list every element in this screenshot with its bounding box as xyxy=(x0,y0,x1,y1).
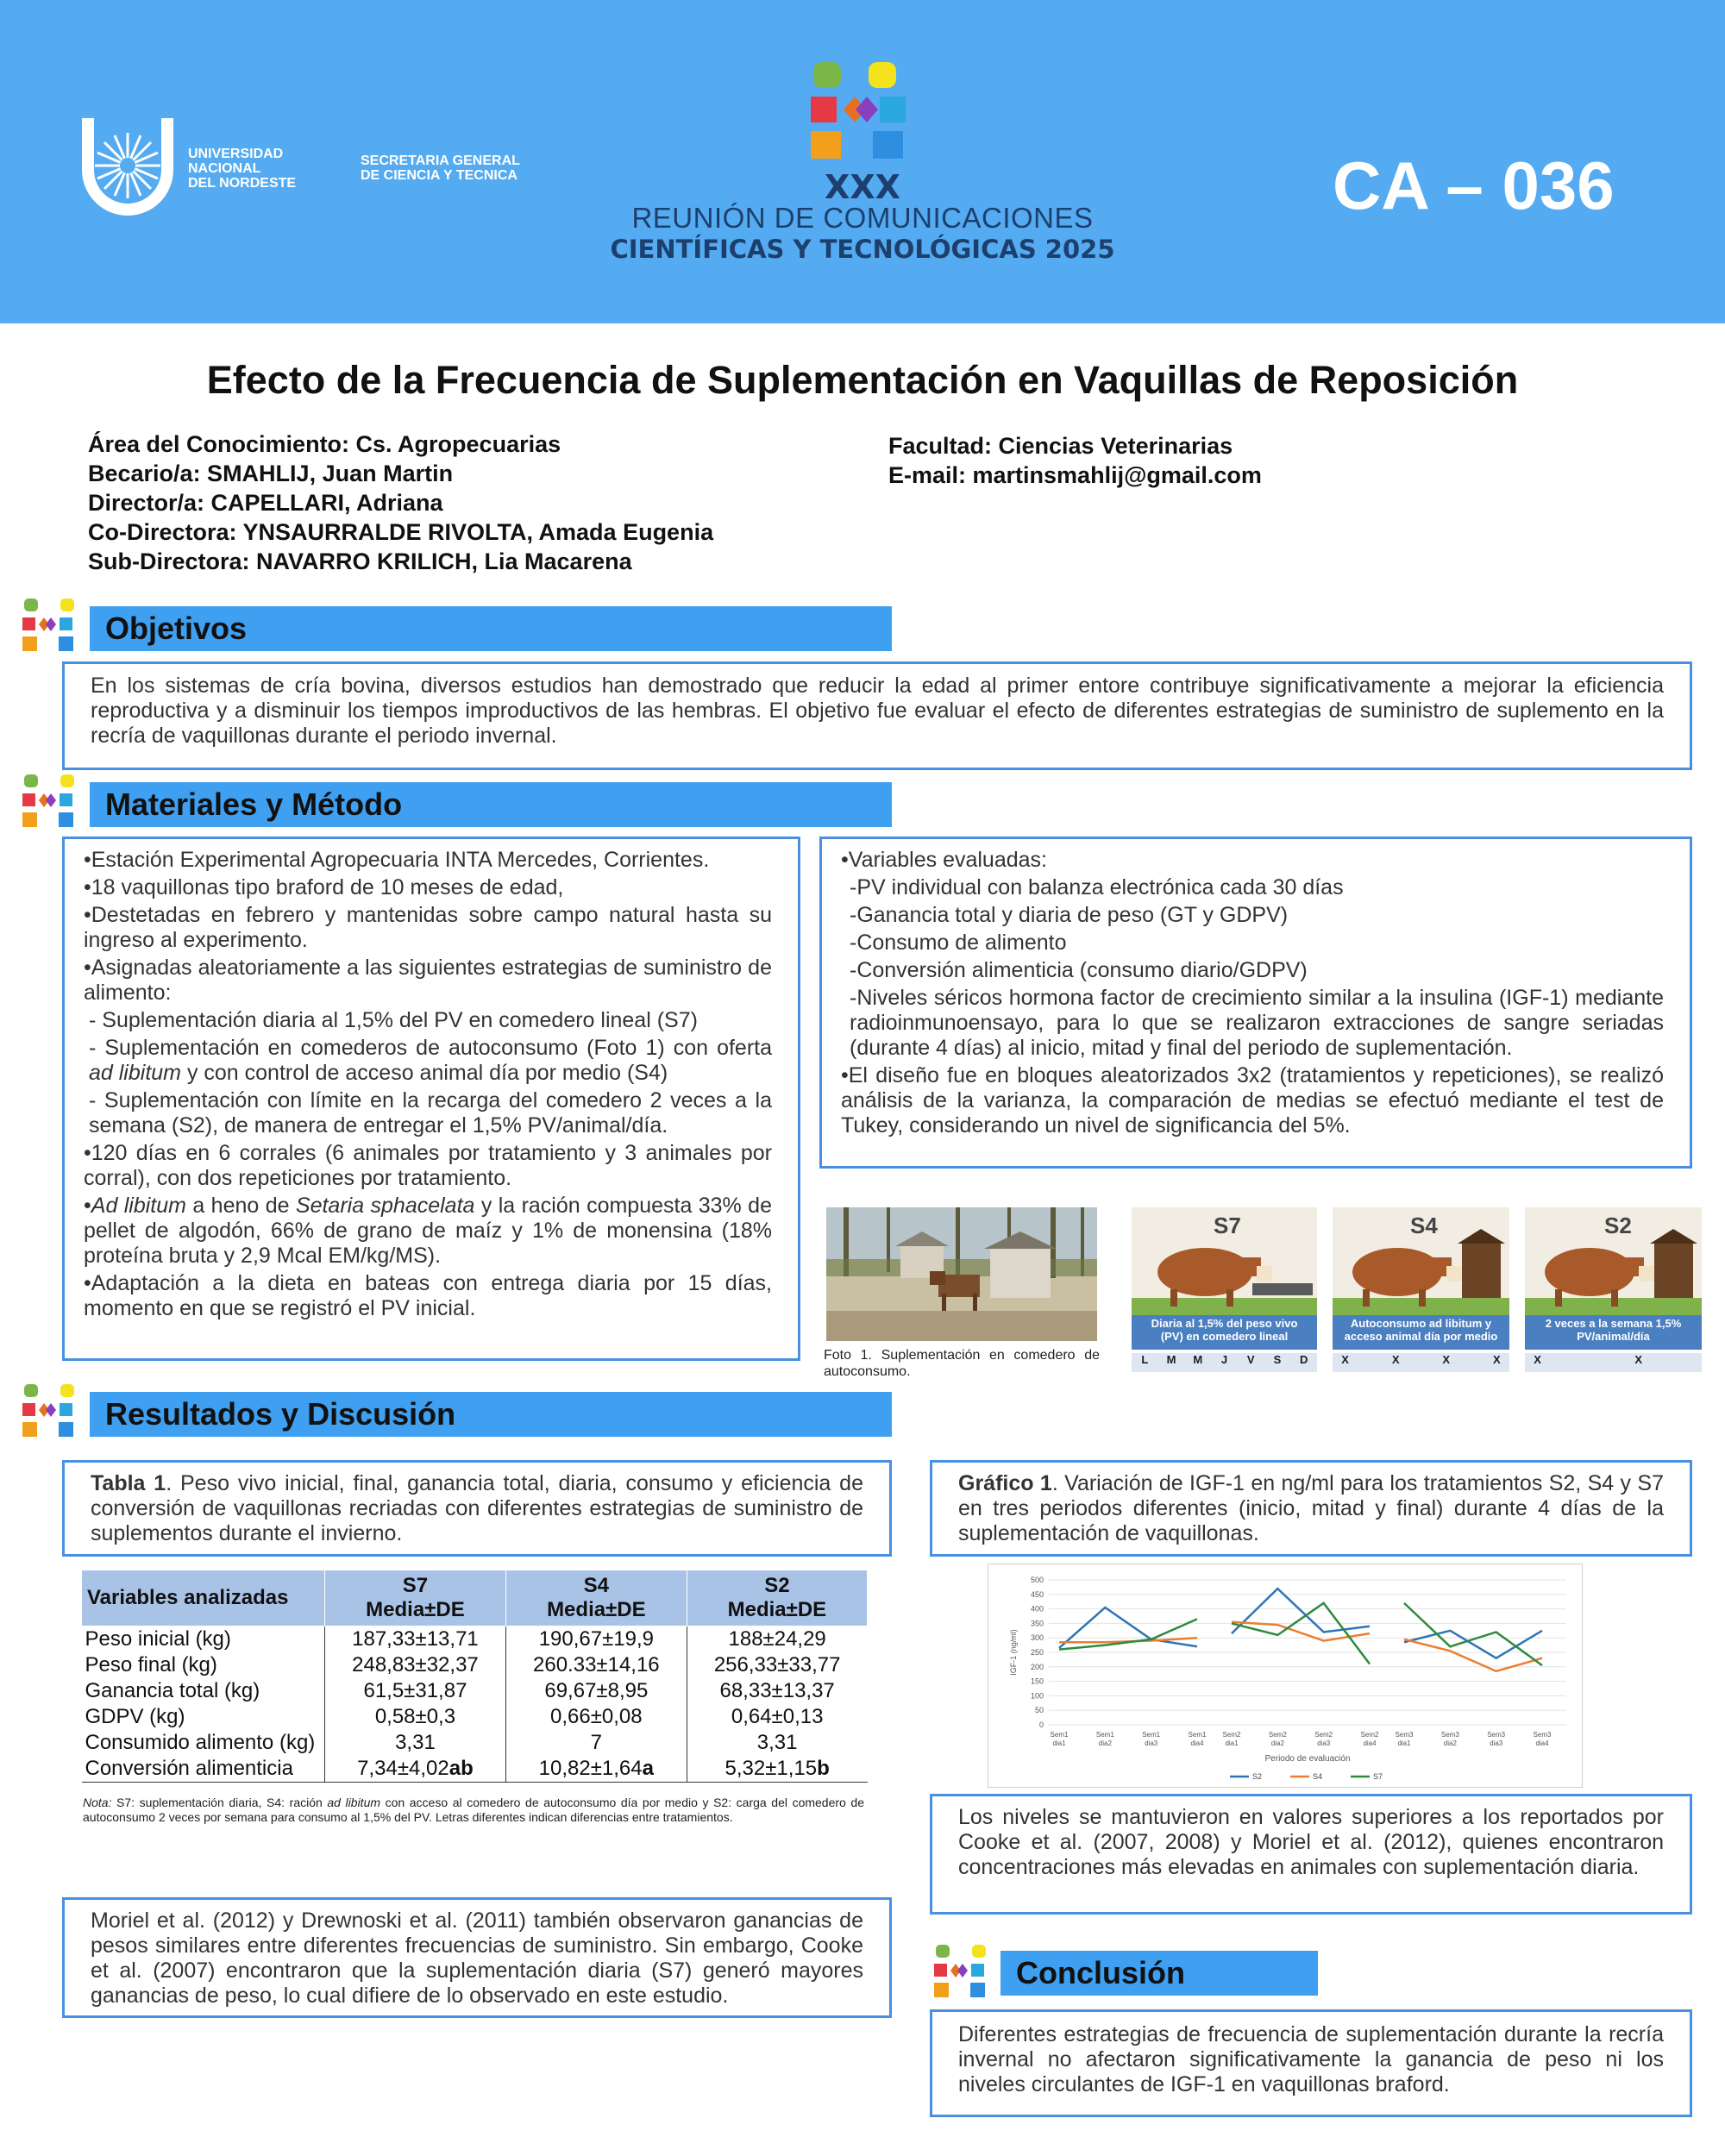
schedule-day: J xyxy=(1220,1353,1228,1366)
row-label: Conversión alimenticia xyxy=(82,1756,325,1783)
significance-letter: ab xyxy=(448,1757,474,1780)
subdirectora: Sub-Directora: NAVARRO KRILICH, Lia Macarena xyxy=(88,548,632,574)
column-header xyxy=(687,1570,867,1626)
card-schedule xyxy=(1132,1353,1317,1372)
secretaria-line: DE CIENCIA Y TECNICA xyxy=(361,168,518,183)
row-label: Consumido alimento (kg) xyxy=(82,1730,325,1756)
table-row xyxy=(82,1626,868,1653)
x-tick-label: dia1 xyxy=(1225,1739,1239,1747)
text-italic: Setaria sphacelata xyxy=(295,1194,475,1218)
igf1-line-chart xyxy=(988,1564,1583,1788)
x-tick-label: Sem3 xyxy=(1440,1731,1459,1739)
x-tick-label: dia3 xyxy=(1490,1739,1503,1747)
text-span: con acceso al comedero de autoconsumo día por medio y S2: carga del comedero de autoconsumo 2 veces por semana para consumo al 1,5% del PV. Letras diferentes indican diferencias entre tratamientos. xyxy=(83,1796,864,1824)
y-tick-label: 200 xyxy=(1030,1662,1044,1671)
table-cell: 7 xyxy=(505,1730,687,1756)
grafico-caption xyxy=(958,1471,1664,1546)
grafico-caption-text: . Variación de IGF-1 en ng/ml para los tratamientos S2, S4 y S7 en tres periodos diferentes (inicio, mitad y final) durante 4 días de la suplementación de vaquillonas. xyxy=(958,1471,1665,1545)
photo-caption: Foto 1. Suplementación en comedero de autoconsumo. xyxy=(824,1348,1100,1379)
table-cell: 0,64±0,13 xyxy=(731,1705,824,1728)
schedule-day xyxy=(1651,1353,1676,1372)
codirectora: Co-Directora: YNSAURRALDE RIVOLTA, Amada Eugenia xyxy=(88,519,714,545)
table-cell xyxy=(505,1756,687,1783)
x-tick-label: Sem2 xyxy=(1268,1731,1287,1739)
objetivos-header xyxy=(90,606,892,651)
y-tick-label: 150 xyxy=(1030,1677,1044,1686)
card-schedule xyxy=(1333,1353,1509,1372)
tabla-caption xyxy=(91,1471,863,1546)
table-cell: 260.33±14,16 xyxy=(505,1652,687,1678)
metodo-item: •Estación Experimental Agropecuaria INTA Mercedes, Corrientes. xyxy=(84,848,710,872)
column-header xyxy=(325,1570,506,1626)
niveles-box xyxy=(930,1794,1692,1915)
affiliation-block xyxy=(888,431,1492,490)
x-tick-label: Sem3 xyxy=(1533,1731,1552,1739)
legend-label: S4 xyxy=(1313,1772,1323,1781)
x-tick-label: dia4 xyxy=(1190,1739,1204,1747)
variable-item: -Conversión alimenticia (consumo diario/GDPV) xyxy=(850,958,1308,982)
table-cell: 248,83±32,37 xyxy=(325,1652,506,1678)
metodo-subitem: - Suplementación con límite en la recarga del comedero 2 veces a la semana (S2), de manera de entregar el 1,5% PV/animal/día. xyxy=(89,1088,772,1138)
university-line: NACIONAL xyxy=(188,161,261,176)
materiales-heading: Materiales y Método xyxy=(105,787,403,822)
table-row xyxy=(82,1730,868,1756)
row-label: Peso inicial (kg) xyxy=(82,1626,325,1653)
metodo-item: •18 vaquillonas tipo braford de 10 meses de edad, xyxy=(84,875,564,899)
table-row xyxy=(82,1678,868,1704)
table-cell: 61,5±31,87 xyxy=(325,1678,506,1704)
event-title-line1: REUNIÓN DE COMUNICACIONES xyxy=(631,202,1094,234)
variable-item: -PV individual con balanza electrónica cada 30 días xyxy=(850,875,1344,899)
column-header: Variables analizadas xyxy=(82,1570,325,1626)
x-tick-label: Sem1 xyxy=(1142,1731,1161,1739)
objetivos-heading: Objetivos xyxy=(105,611,248,646)
section-logo-icon xyxy=(22,774,76,828)
text-italic: Ad libitum xyxy=(91,1194,186,1218)
significance-letter: a xyxy=(642,1757,654,1780)
schedule-day xyxy=(1358,1353,1383,1372)
resultados-heading: Resultados y Discusión xyxy=(105,1396,456,1432)
x-tick-label: dia4 xyxy=(1363,1739,1377,1747)
legend-label: S2 xyxy=(1252,1772,1263,1781)
y-tick-label: 250 xyxy=(1030,1648,1044,1657)
text-span: - Suplementación en comederos de autoconsumo (Foto 1) con oferta xyxy=(89,1036,772,1060)
schedule-day: V xyxy=(1246,1353,1255,1366)
x-tick-label: Sem1 xyxy=(1050,1731,1069,1739)
column-subtitle: Media±DE xyxy=(727,1598,827,1621)
becario: Becario/a: SMAHLIJ, Juan Martin xyxy=(88,461,454,486)
table-cell: 3,31 xyxy=(756,1731,798,1754)
card-description xyxy=(1333,1315,1509,1350)
schedule-day: X xyxy=(1341,1353,1349,1366)
schedule-day xyxy=(1408,1353,1433,1372)
event-number: XXX xyxy=(825,168,900,206)
table-cell: 0,66±0,08 xyxy=(505,1704,687,1730)
schedule-day: X xyxy=(1442,1353,1451,1366)
x-axis-label: Periodo de evaluación xyxy=(1264,1754,1351,1764)
card-desc-line: PV/animal/día xyxy=(1577,1330,1650,1343)
grafico-caption-box xyxy=(930,1460,1692,1557)
column-title: S7 xyxy=(402,1574,429,1597)
text-span: a heno de xyxy=(185,1194,296,1218)
poster-title: Efecto de la Frecuencia de Suplementación en Vaquillas de Reposición xyxy=(206,358,1519,402)
note-label: Nota: xyxy=(83,1796,112,1809)
tabla-caption-text: . Peso vivo inicial, final, ganancia total, diaria, consumo y eficiencia de conversión de vaquillonas recriadas con diferentes estrategias de suministro de suplementos durante el invierno. xyxy=(91,1471,863,1545)
variable-item: •Variables evaluadas: xyxy=(841,848,1047,872)
metodo-subitem: - Suplementación diaria al 1,5% del PV en comedero lineal (S7) xyxy=(89,1008,698,1032)
column-subtitle: Media±DE xyxy=(547,1598,646,1621)
text-span: • xyxy=(84,1194,91,1218)
table-row xyxy=(82,1704,868,1730)
card-desc-line: Diaria al 1,5% del peso vivo xyxy=(1151,1317,1298,1330)
tabla-caption-label: Tabla 1 xyxy=(91,1471,166,1495)
text-span: y con control de acceso animal día por medio (S4) xyxy=(181,1061,668,1085)
table-cell: 69,67±8,95 xyxy=(505,1678,687,1704)
x-tick-label: Sem2 xyxy=(1314,1731,1333,1739)
card-label: S4 xyxy=(1410,1213,1438,1238)
column-header xyxy=(505,1570,687,1626)
discusion-text: Moriel et al. (2012) y Drewnoski et al. (2011) también observaron ganancias de pesos similares entre diferentes frecuencias de suministro. Sin embargo, Cooke et al. (2007) encontraron que la suplementación diaria (S7) generó mayores ganancias de peso, lo cual difiere de lo observado en este estudio. xyxy=(91,1908,863,2008)
row-label: Ganancia total (kg) xyxy=(82,1678,325,1704)
schedule-day: X xyxy=(1534,1353,1541,1366)
card-desc-line: Autoconsumo ad libitum y xyxy=(1350,1317,1492,1330)
schedule-day xyxy=(1458,1353,1484,1372)
secretaria-name xyxy=(361,154,520,183)
unne-logo xyxy=(79,114,176,226)
x-tick-label: Sem3 xyxy=(1487,1731,1506,1739)
results-table xyxy=(81,1570,868,1783)
objetivos-text: En los sistemas de cría bovina, diversos estudios han demostrado que reducir la edad al primer entore contribuye significativamente a mejorar la eficiencia reproductiva y a disminuir los tiempos improductivos de las hembras. El objetivo fue evaluar el efecto de diferentes estrategias de suministro de suplemento en la recría de vaquillonas durante el periodo invernal. xyxy=(91,674,1664,748)
area-conocimiento: Área del Conocimiento: Cs. Agropecuarias xyxy=(88,431,561,457)
schedule-day: D xyxy=(1299,1353,1308,1366)
metodo-item: •120 días en 6 corrales (6 animales por tratamiento y 3 animales por corral), con dos repeticiones por tratamiento. xyxy=(84,1141,772,1190)
metodo-item: •Destetadas en febrero y mantenidas sobre campo natural hasta su ingreso al experimento. xyxy=(84,903,772,952)
table-cell xyxy=(325,1756,506,1783)
metodo-item xyxy=(84,1194,772,1269)
x-tick-label: dia3 xyxy=(1317,1739,1331,1747)
conclusion-heading: Conclusión xyxy=(1016,1955,1185,1990)
metodo-subitem xyxy=(84,1036,772,1086)
metodo-item: •Asignadas aleatoriamente a las siguientes estrategias de suministro de alimento: xyxy=(84,956,772,1005)
grafico-caption-label: Gráfico 1 xyxy=(958,1471,1052,1495)
event-title-line2: CIENTÍFICAS Y TECNOLÓGICAS 2025 xyxy=(610,235,1115,264)
conclusion-header xyxy=(1000,1951,1318,1996)
table-row xyxy=(82,1756,868,1783)
university-line: DEL NORDESTE xyxy=(188,176,297,191)
cell-value: 5,32±1,15 xyxy=(724,1757,818,1780)
card-label: S2 xyxy=(1604,1213,1632,1238)
schedule-day: X xyxy=(1391,1353,1400,1366)
materiales-header xyxy=(90,782,892,827)
cell-value: 10,82±1,64 xyxy=(538,1757,643,1780)
significance-letter: b xyxy=(817,1757,830,1780)
y-axis-label: IGF-1 (ng/ml) xyxy=(1009,1629,1018,1676)
y-tick-label: 500 xyxy=(1030,1576,1044,1584)
facultad: Facultad: Ciencias Veterinarias xyxy=(888,433,1233,459)
table-cell: 187,33±13,71 xyxy=(325,1626,506,1653)
y-tick-label: 400 xyxy=(1030,1604,1044,1614)
table-row xyxy=(82,1652,868,1678)
card-desc-line: (PV) en comedero lineal xyxy=(1160,1330,1289,1343)
schedule-day xyxy=(1677,1353,1702,1372)
university-line: UNIVERSIDAD xyxy=(188,147,284,161)
treatment-card-s2 xyxy=(1525,1207,1702,1378)
table-cell: 0,58±0,3 xyxy=(325,1704,506,1730)
tabla-caption-box xyxy=(62,1460,892,1557)
discusion-box xyxy=(62,1897,892,2018)
x-tick-label: dia4 xyxy=(1535,1739,1549,1747)
schedule-day: M xyxy=(1166,1353,1176,1366)
y-tick-label: 50 xyxy=(1034,1706,1044,1715)
table-header-row xyxy=(82,1570,868,1626)
author-block xyxy=(88,429,864,576)
x-tick-label: dia2 xyxy=(1270,1739,1284,1747)
materiales-right-box xyxy=(819,837,1692,1169)
text-span: S7: suplementación diaria, S4: ración xyxy=(111,1796,328,1809)
x-tick-label: Sem3 xyxy=(1395,1731,1414,1739)
schedule-day: L xyxy=(1141,1353,1149,1366)
card-description xyxy=(1525,1315,1702,1350)
legend-label: S7 xyxy=(1373,1772,1383,1781)
schedule-day: M xyxy=(1193,1353,1203,1366)
conclusion-box xyxy=(930,2009,1692,2117)
text-italic: ad libitum xyxy=(327,1796,381,1809)
director: Director/a: CAPELLARI, Adriana xyxy=(88,490,443,516)
schedule-day: S xyxy=(1273,1353,1282,1366)
treatment-card-s7 xyxy=(1132,1207,1317,1378)
y-tick-label: 350 xyxy=(1030,1619,1044,1628)
text-italic: ad libitum xyxy=(89,1061,181,1085)
series-line-s2 xyxy=(1232,1589,1370,1633)
y-tick-label: 0 xyxy=(1038,1720,1044,1729)
schedule-day: X xyxy=(1492,1353,1501,1366)
text-span: y la ración compuesta 33% de pellet de algodón, 66% de grano de maíz y 1% de monensina (18% proteína bruta y 2,9 Mcal EM/kg/MS). xyxy=(84,1194,772,1268)
x-tick-label: dia3 xyxy=(1145,1739,1158,1747)
variable-item: -Ganancia total y diaria de peso (GT y GDPV) xyxy=(850,903,1289,927)
table-note xyxy=(83,1796,864,1825)
event-logo-icon xyxy=(811,62,914,161)
niveles-text: Los niveles se mantuvieron en valores superiores a los reportados por Cooke et al. (2007, 2008) y Moriel et al. (2012), quienes encontraron concentraciones más elevadas en animales con suplementación diaria. xyxy=(958,1805,1664,1879)
card-desc-line: 2 veces a la semana 1,5% xyxy=(1545,1317,1682,1330)
resultados-header xyxy=(90,1392,892,1437)
card-description xyxy=(1132,1315,1317,1350)
treatment-card-s4 xyxy=(1333,1207,1509,1378)
email[interactable]: E-mail: martinsmahlij@gmail.com xyxy=(888,462,1262,488)
objetivos-box xyxy=(62,661,1692,770)
schedule-day xyxy=(1576,1353,1601,1372)
y-tick-label: 450 xyxy=(1030,1589,1044,1599)
conclusion-text: Diferentes estrategias de frecuencia de suplementación durante la recría invernal no afectaron significativamente la ganancia de peso ni los niveles circulantes de IGF-1 en vaquillonas braford. xyxy=(958,2022,1664,2096)
poster-code: CA – 036 xyxy=(1333,147,1615,223)
card-desc-line: acceso animal día por medio xyxy=(1344,1330,1498,1343)
variable-item: -Niveles séricos hormona factor de crecimiento similar a la insulina (IGF-1) mediante radioinmunoensayo, para lo que se realizaron extracciones de sangre seriadas (durante 4 días) al inicio, mitad y final del periodo de suplementación. xyxy=(850,986,1664,1060)
schedule-day xyxy=(1601,1353,1626,1372)
materiales-left-box xyxy=(62,837,800,1361)
x-tick-label: dia2 xyxy=(1443,1739,1457,1747)
section-logo-icon xyxy=(22,599,76,652)
table-cell: 188±24,29 xyxy=(728,1627,826,1651)
section-logo-icon xyxy=(22,1384,76,1438)
x-tick-label: dia2 xyxy=(1098,1739,1112,1747)
table-cell: 256,33±33,77 xyxy=(713,1653,841,1677)
x-tick-label: Sem2 xyxy=(1360,1731,1379,1739)
schedule-day: X xyxy=(1634,1353,1643,1366)
y-tick-label: 100 xyxy=(1030,1691,1044,1701)
table-cell: 68,33±13,37 xyxy=(719,1679,835,1702)
row-label: Peso final (kg) xyxy=(82,1652,325,1678)
card-schedule xyxy=(1525,1353,1702,1372)
cell-value: 7,34±4,02 xyxy=(357,1757,449,1780)
column-title: S2 xyxy=(764,1574,790,1597)
section-logo-icon xyxy=(934,1945,988,1998)
secretaria-line: SECRETARIA GENERAL xyxy=(361,154,520,168)
column-subtitle: Media±DE xyxy=(366,1598,465,1621)
table-cell: 190,67±19,9 xyxy=(505,1626,687,1653)
x-tick-label: dia1 xyxy=(1397,1739,1411,1747)
schedule-day xyxy=(1550,1353,1575,1372)
column-title: S4 xyxy=(583,1574,610,1597)
variable-item: •El diseño fue en bloques aleatorizados 3x2 (tratamientos y repeticiones), se realizó análisis de la varianza, la comparación de medias se efectuó mediante el test de Tukey, considerando un nivel de significancia del 5%. xyxy=(841,1063,1664,1138)
x-tick-label: Sem1 xyxy=(1095,1731,1114,1739)
row-label: GDPV (kg) xyxy=(82,1704,325,1730)
variable-item: -Consumo de alimento xyxy=(850,931,1067,955)
table-cell xyxy=(687,1756,867,1783)
y-tick-label: 300 xyxy=(1030,1633,1044,1643)
x-tick-label: Sem2 xyxy=(1222,1731,1241,1739)
university-name xyxy=(188,147,296,191)
table-cell: 3,31 xyxy=(325,1730,506,1756)
feeder-photo xyxy=(826,1207,1097,1341)
x-tick-label: dia1 xyxy=(1052,1739,1066,1747)
metodo-item: •Adaptación a la dieta en bateas con entrega diaria por 15 días, momento en que se registró el PV inicial. xyxy=(84,1271,772,1320)
series-line-s7 xyxy=(1404,1603,1542,1665)
header-banner xyxy=(0,0,1725,323)
x-tick-label: Sem1 xyxy=(1188,1731,1207,1739)
card-label: S7 xyxy=(1214,1213,1241,1238)
